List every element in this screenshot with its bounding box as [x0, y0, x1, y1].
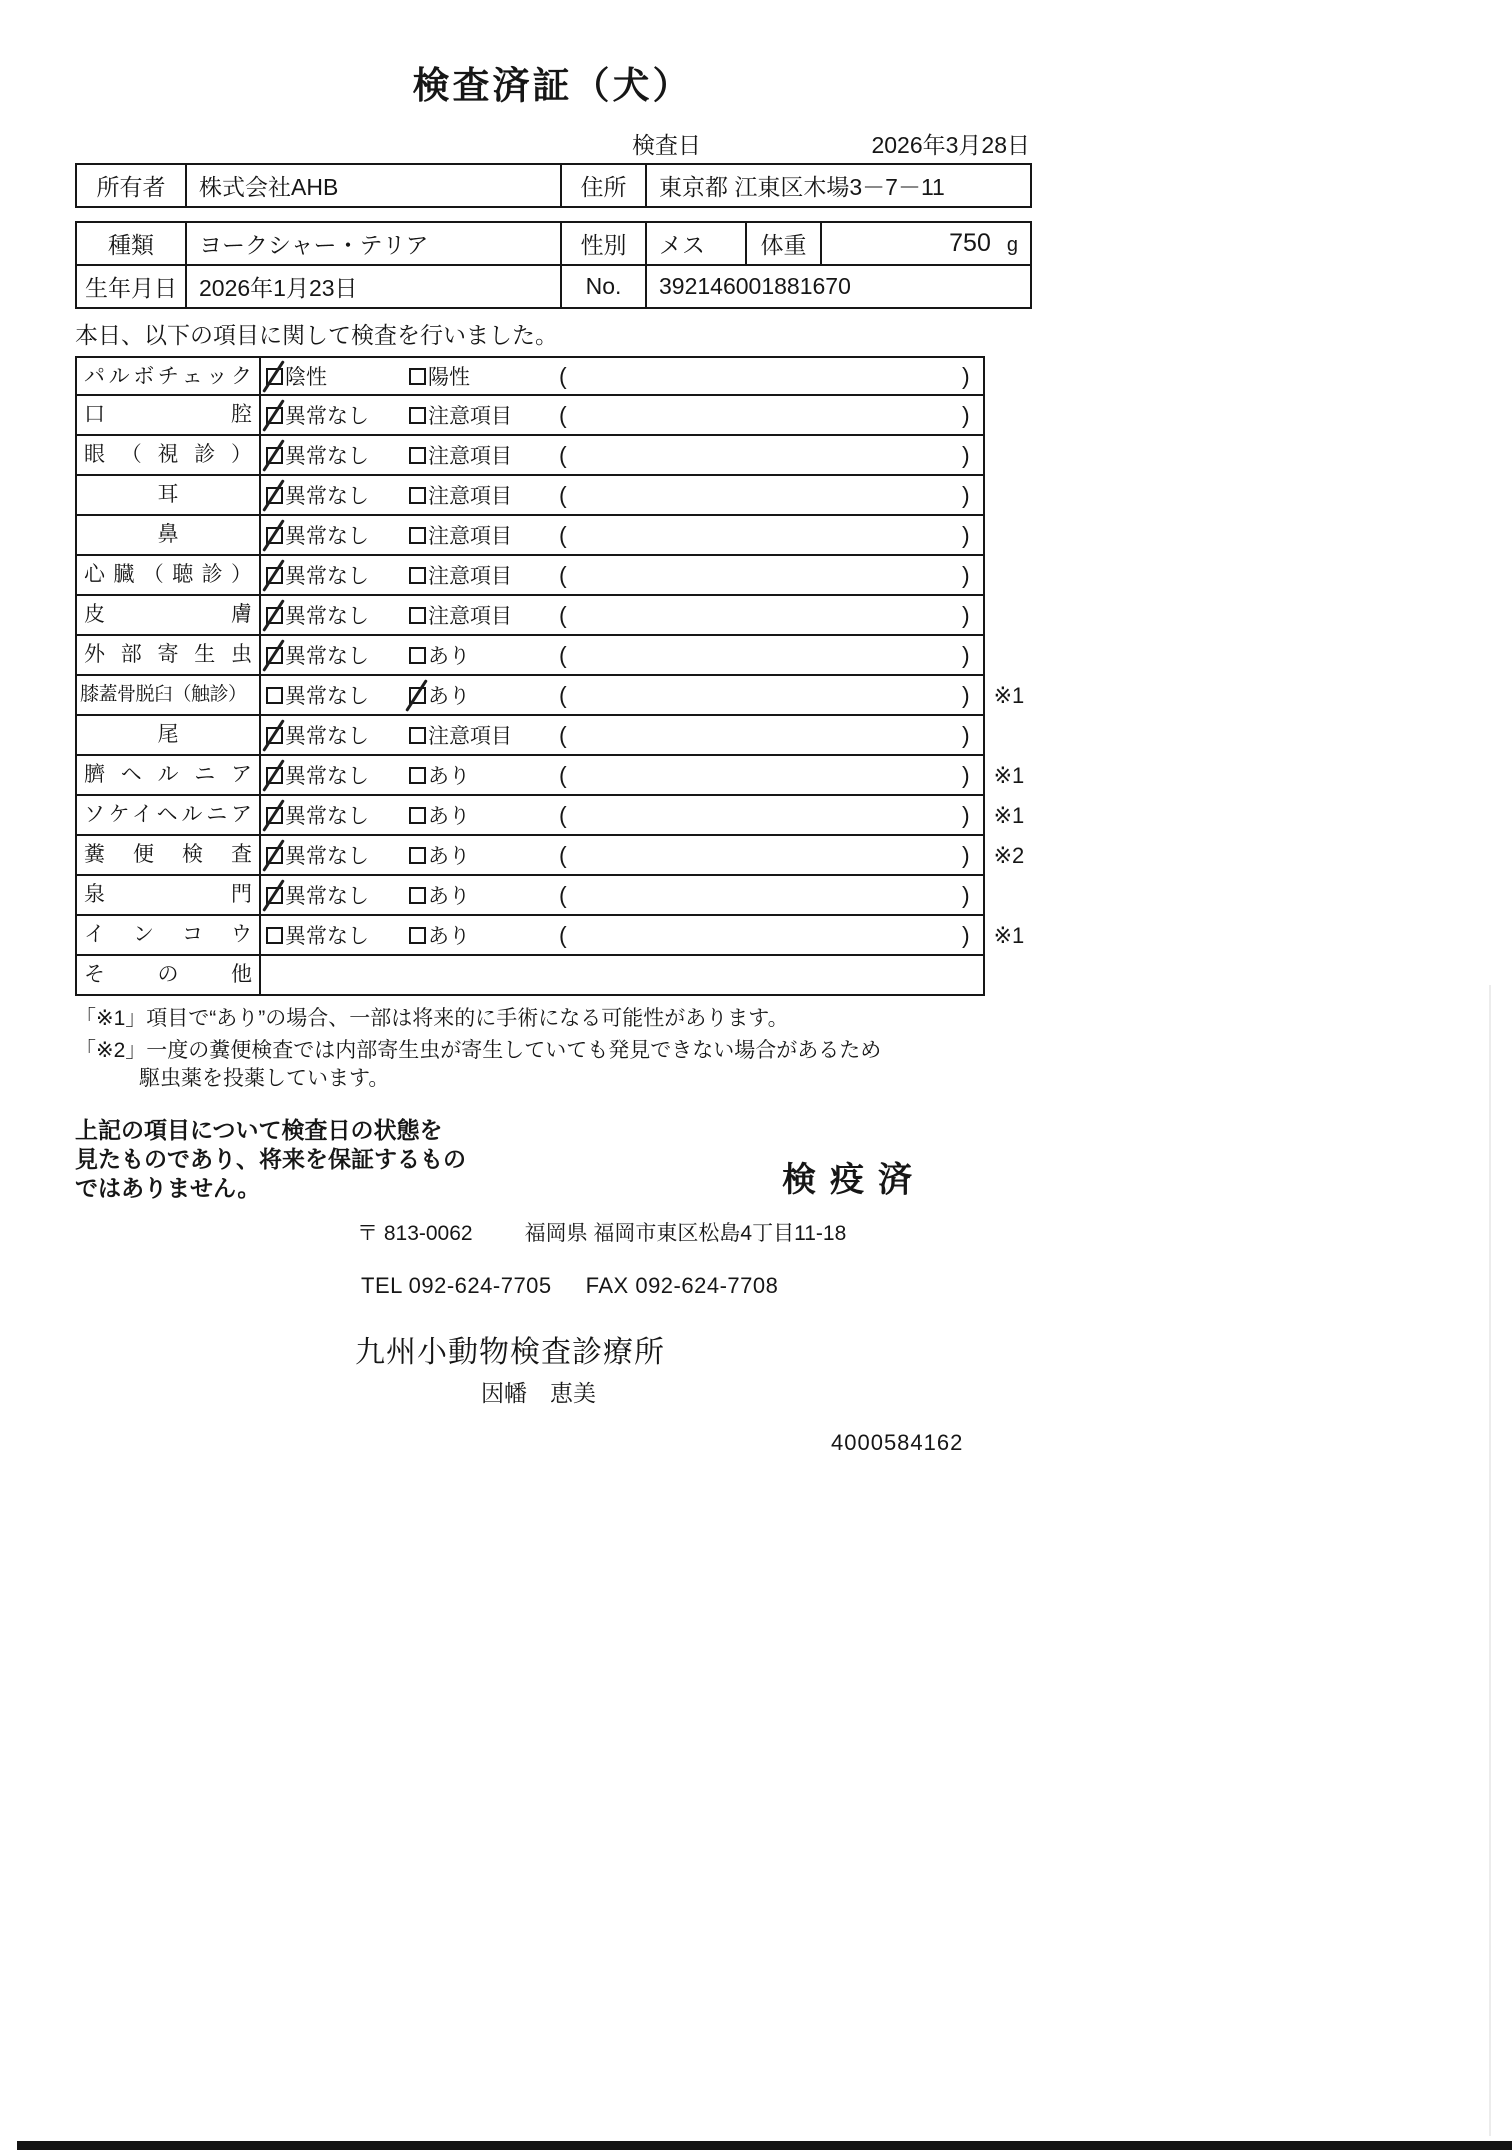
inspection-row-body: [75, 396, 985, 436]
checkbox-option: [266, 361, 409, 391]
checkbox-option: [409, 680, 559, 710]
checkbox-icon: [409, 407, 426, 424]
inspection-item-label: ソケイヘルニア: [77, 796, 261, 834]
checkbox-checked-icon: [266, 647, 283, 664]
check-mark: [262, 439, 285, 472]
check-mark: [262, 479, 285, 512]
weight-value-wrap: [830, 229, 1022, 258]
owner-table: [75, 163, 1032, 208]
checkbox-checked-icon: [266, 607, 283, 624]
checkbox-option: [266, 680, 409, 710]
check-mark: [262, 799, 285, 832]
check-mark: [262, 360, 285, 393]
paren-close: ): [961, 881, 970, 908]
paren-open: (: [559, 521, 567, 548]
inspection-row: [75, 676, 1030, 716]
inspection-row: [75, 636, 1030, 676]
animal-row-2: [76, 265, 1031, 308]
inspection-row-fields: [261, 676, 983, 714]
paren-close: ): [961, 841, 970, 868]
clinic-tel-row: [361, 1273, 1030, 1299]
check-mark: [262, 599, 285, 632]
checkbox-option: [266, 440, 409, 470]
option-label: 異常なし: [285, 405, 369, 428]
checkbox-option: [266, 480, 409, 510]
option-label: 異常なし: [285, 885, 369, 908]
checkbox-option: [266, 640, 409, 670]
inspection-row-fields: [261, 596, 983, 634]
inspection-row-fields: [261, 556, 983, 594]
checkbox-option: [409, 400, 559, 430]
checkbox-option: [409, 560, 559, 590]
note-marker: ※1: [993, 803, 1025, 828]
inspection-row-fields: [261, 916, 983, 954]
result-field: [559, 842, 983, 869]
owner-value: 株式会社AHB: [186, 164, 561, 207]
checkbox-icon: [266, 687, 283, 704]
inspection-row-body: [75, 796, 985, 836]
check-mark: [262, 559, 285, 592]
inspection-item-label: 尾: [77, 716, 261, 754]
result-field: [559, 882, 983, 909]
checkbox-checked-icon: [266, 767, 283, 784]
result-field: [559, 722, 983, 749]
checkbox-checked-icon: [409, 687, 426, 704]
inspection-item-label: 鼻: [77, 516, 261, 554]
paren-close: ): [961, 761, 970, 788]
inspection-date-value: 2026年3月28日: [871, 132, 1030, 158]
checkbox-icon: [409, 368, 426, 385]
clinic-postal-code: 〒 813-0062: [357, 1222, 473, 1245]
result-field: [559, 402, 983, 429]
paren-close: ): [961, 401, 970, 428]
inspection-item-label: 口腔: [77, 396, 261, 434]
checkbox-icon: [409, 607, 426, 624]
paren-close: ): [961, 641, 970, 668]
paren-open: (: [559, 641, 567, 668]
option-label: 異常なし: [285, 845, 369, 868]
check-mark: [262, 759, 285, 792]
checkbox-option: [409, 600, 559, 630]
option-label: あり: [428, 925, 470, 948]
inspection-row-body: [75, 916, 985, 956]
checkbox-icon: [409, 927, 426, 944]
inspection-row: [75, 796, 1030, 836]
option-label: あり: [428, 765, 470, 788]
result-field: [559, 922, 983, 949]
inspection-row: [75, 756, 1030, 796]
option-label: あり: [428, 845, 470, 868]
inspection-row-body: [75, 956, 985, 996]
checkbox-option: [409, 920, 559, 950]
checkbox-checked-icon: [266, 727, 283, 744]
checkbox-option: [409, 520, 559, 550]
inspection-row: [75, 836, 1030, 876]
paren-open: (: [559, 362, 567, 389]
note-marker: ※2: [993, 843, 1025, 868]
check-mark: [262, 839, 285, 872]
disclaimer-text: [75, 1116, 555, 1203]
checkbox-option: [409, 880, 559, 910]
inspection-item-label: 耳: [77, 476, 261, 514]
breed-value: ヨークシャー・テリア: [186, 222, 561, 265]
inspection-item-label: 膝蓋骨脱臼（触診）: [77, 676, 261, 714]
clinic-address-row: [357, 1217, 1030, 1247]
inspection-date-row: [75, 132, 1030, 159]
inspection-row: [75, 356, 1030, 396]
clinic-name: 九州小動物検査診療所: [355, 1336, 665, 1369]
owner-label: 所有者: [76, 164, 186, 207]
inspection-row-body: [75, 876, 985, 916]
checkbox-icon: [266, 927, 283, 944]
checkbox-checked-icon: [266, 407, 283, 424]
checkbox-option: [266, 920, 409, 950]
checkbox-option: [409, 361, 559, 391]
checkbox-checked-icon: [266, 887, 283, 904]
checkbox-checked-icon: [266, 447, 283, 464]
inspection-row-body: [75, 716, 985, 756]
option-label: 異常なし: [285, 485, 369, 508]
inspector-name: 因幡 恵美: [481, 1380, 596, 1406]
inspection-row-body: [75, 756, 985, 796]
checkbox-icon: [409, 807, 426, 824]
inspection-row-body: [75, 356, 985, 396]
inspection-row-fields: [261, 516, 983, 554]
inspection-row: [75, 556, 1030, 596]
result-field: [559, 602, 983, 629]
animal-table: [75, 221, 1032, 309]
option-label: 注意項目: [428, 725, 512, 748]
disclaimer-line-1: 上記の項目について検査日の状態を: [75, 1117, 443, 1143]
checkbox-option: [409, 480, 559, 510]
option-label: 異常なし: [285, 685, 369, 708]
paren-open: (: [559, 401, 567, 428]
address-label: 住所: [561, 164, 646, 207]
option-label: 注意項目: [428, 525, 512, 548]
sex-label: 性別: [561, 222, 646, 265]
checkbox-checked-icon: [266, 487, 283, 504]
option-label: あり: [428, 685, 470, 708]
option-label: 異常なし: [285, 925, 369, 948]
inspection-row-fields: [261, 436, 983, 474]
checkbox-option: [266, 840, 409, 870]
inspection-row-body: [75, 516, 985, 556]
result-field: [559, 442, 983, 469]
checkbox-icon: [409, 887, 426, 904]
paren-close: ): [961, 921, 970, 948]
checkbox-option: [409, 800, 559, 830]
inspection-row-body: [75, 436, 985, 476]
inspection-row-fields: [261, 876, 983, 914]
option-label: 陰性: [285, 366, 327, 389]
checkbox-option: [409, 640, 559, 670]
option-label: 異常なし: [285, 605, 369, 628]
inspection-row: [75, 476, 1030, 516]
animal-row-1: [76, 222, 1031, 265]
document-content: [75, 0, 1030, 1456]
checkbox-option: [409, 760, 559, 790]
note-marker: ※1: [993, 683, 1025, 708]
inspection-row-body: [75, 636, 985, 676]
checkbox-option: [266, 800, 409, 830]
inspection-row-body: [75, 596, 985, 636]
paren-open: (: [559, 481, 567, 508]
checkbox-option: [266, 400, 409, 430]
birthdate-label: 生年月日: [76, 265, 186, 308]
paren-close: ): [961, 681, 970, 708]
inspection-row: [75, 596, 1030, 636]
checkbox-icon: [409, 527, 426, 544]
checkbox-option: [266, 520, 409, 550]
checkbox-option: [266, 880, 409, 910]
checkbox-option: [409, 840, 559, 870]
paren-close: ): [961, 561, 970, 588]
inspection-row-fields: [261, 358, 983, 394]
checkbox-checked-icon: [266, 567, 283, 584]
option-label: あり: [428, 645, 470, 668]
paren-open: (: [559, 561, 567, 588]
paren-close: ): [961, 441, 970, 468]
result-field: [559, 522, 983, 549]
footnote-1: 「※1」項目で“あり”の場合、一部は将来的に手術になる可能性があります。: [75, 1007, 789, 1030]
checkbox-icon: [409, 767, 426, 784]
address-value: 東京都 江東区木場3－7－11: [646, 164, 1031, 207]
owner-row: [76, 164, 1031, 207]
inspection-row-fields: [261, 756, 983, 794]
checkbox-option: [266, 560, 409, 590]
inspection-item-label: 眼（視診）: [77, 436, 261, 474]
checkbox-icon: [409, 847, 426, 864]
page-title: 検査済証（犬）: [412, 65, 693, 106]
note-marker: ※1: [993, 923, 1025, 948]
weight-value: 750: [949, 229, 991, 257]
weight-label: 体重: [746, 222, 821, 265]
inspection-row-body: [75, 836, 985, 876]
inspection-row-fields: [261, 796, 983, 834]
inspection-item-label: インコウ: [77, 916, 261, 954]
disclaimer-line-2: 見たものであり、将来を保証するもの: [75, 1146, 466, 1172]
result-field: [559, 682, 983, 709]
checkbox-icon: [409, 567, 426, 584]
option-label: 注意項目: [428, 485, 512, 508]
no-label: No.: [561, 265, 646, 308]
inspection-item-label: 皮膚: [77, 596, 261, 634]
option-label: 異常なし: [285, 765, 369, 788]
option-label: 異常なし: [285, 525, 369, 548]
checkbox-option: [409, 720, 559, 750]
checkbox-icon: [409, 447, 426, 464]
option-label: 注意項目: [428, 605, 512, 628]
result-field: [559, 802, 983, 829]
inspection-item-label: 心臓（聴診）: [77, 556, 261, 594]
inspection-row: [75, 516, 1030, 556]
disclaimer-block: [75, 1116, 1030, 1203]
inspection-item-label: 臍ヘルニア: [77, 756, 261, 794]
checkbox-option: [266, 720, 409, 750]
sex-value: メス: [646, 222, 746, 265]
check-mark: [262, 399, 285, 432]
inspection-row: [75, 876, 1030, 916]
paren-open: (: [559, 881, 567, 908]
paren-open: (: [559, 441, 567, 468]
paren-open: (: [559, 841, 567, 868]
birthdate-value: 2026年1月23日: [186, 265, 561, 308]
inspection-row-body: [75, 676, 985, 716]
checkbox-option: [409, 440, 559, 470]
inspection-item-label: その他: [77, 956, 261, 994]
option-label: あり: [428, 805, 470, 828]
option-label: 異常なし: [285, 565, 369, 588]
inspection-date-label: 検査日: [632, 132, 701, 158]
note-marker: ※1: [993, 763, 1025, 788]
option-label: 異常なし: [285, 645, 369, 668]
checkbox-checked-icon: [266, 807, 283, 824]
option-label: 異常なし: [285, 725, 369, 748]
result-field: [559, 642, 983, 669]
inspection-row: [75, 956, 1030, 996]
check-mark: [262, 879, 285, 912]
inspection-row-fields: [261, 476, 983, 514]
paren-open: (: [559, 801, 567, 828]
inspection-row-fields: [261, 716, 983, 754]
checkbox-icon: [409, 487, 426, 504]
paren-open: (: [559, 761, 567, 788]
inspection-item-label: 糞便検査: [77, 836, 261, 874]
clinic-tel: TEL 092-624-7705: [361, 1273, 552, 1298]
inspection-table: [75, 356, 1030, 996]
checkbox-option: [266, 600, 409, 630]
paren-close: ): [961, 521, 970, 548]
clinic-fax: FAX 092-624-7708: [585, 1273, 779, 1298]
paren-close: ): [961, 362, 970, 389]
inspection-row: [75, 396, 1030, 436]
disclaimer-line-3: ではありません。: [75, 1175, 261, 1201]
checkbox-icon: [409, 647, 426, 664]
quarantine-stamp-text: 検疫済: [782, 1161, 926, 1199]
inspection-item-label: 外部寄生虫: [77, 636, 261, 674]
paren-open: (: [559, 601, 567, 628]
inspection-row: [75, 436, 1030, 476]
clinic-address: 福岡県 福岡市東区松島4丁目11-18: [524, 1222, 847, 1245]
paren-open: (: [559, 921, 567, 948]
paren-close: ): [961, 801, 970, 828]
result-field: [559, 482, 983, 509]
option-label: 注意項目: [428, 405, 512, 428]
inspection-row-body: [75, 476, 985, 516]
paren-open: (: [559, 721, 567, 748]
checkbox-option: [266, 760, 409, 790]
paren-close: ): [961, 721, 970, 748]
option-label: 陽性: [428, 366, 470, 389]
inspection-item-label: 泉門: [77, 876, 261, 914]
footnote-2-line1: 「※2」一度の糞便検査では内部寄生虫が寄生していても発見できない場合があるため: [75, 1039, 882, 1062]
paren-open: (: [559, 681, 567, 708]
inspection-row-fields: [261, 396, 983, 434]
weight-value-cell: [821, 222, 1031, 265]
checkbox-checked-icon: [266, 527, 283, 544]
intro-text: 本日、以下の項目に関して検査を行いました。: [75, 322, 558, 348]
option-label: 注意項目: [428, 565, 512, 588]
scan-bottom-edge: [17, 2141, 1512, 2150]
breed-label: 種類: [76, 222, 186, 265]
result-field: [559, 562, 983, 589]
option-label: 異常なし: [285, 805, 369, 828]
inspection-row-fields: [261, 836, 983, 874]
checkbox-icon: [409, 727, 426, 744]
result-field: [559, 762, 983, 789]
weight-unit: g: [1006, 234, 1018, 256]
footnote-2-line2: 駆虫薬を投薬しています。: [139, 1067, 390, 1090]
check-mark: [405, 679, 428, 712]
check-mark: [262, 519, 285, 552]
option-label: 異常なし: [285, 445, 369, 468]
option-label: 注意項目: [428, 445, 512, 468]
checkbox-checked-icon: [266, 368, 283, 385]
inspection-row: [75, 716, 1030, 756]
inspection-row-fields: [261, 636, 983, 674]
serial-number: 4000584162: [831, 1430, 964, 1455]
paren-close: ): [961, 601, 970, 628]
check-mark: [262, 719, 285, 752]
inspection-row-fields: [261, 956, 983, 994]
inspection-row: [75, 916, 1030, 956]
result-field: [559, 363, 983, 390]
option-label: あり: [428, 885, 470, 908]
scan-edge-artifact: [1489, 985, 1491, 2136]
inspection-row-body: [75, 556, 985, 596]
inspection-item-label: パルボチェック: [77, 358, 261, 394]
checkbox-checked-icon: [266, 847, 283, 864]
paren-close: ): [961, 481, 970, 508]
no-value: 392146001881670: [646, 265, 1031, 308]
check-mark: [262, 639, 285, 672]
